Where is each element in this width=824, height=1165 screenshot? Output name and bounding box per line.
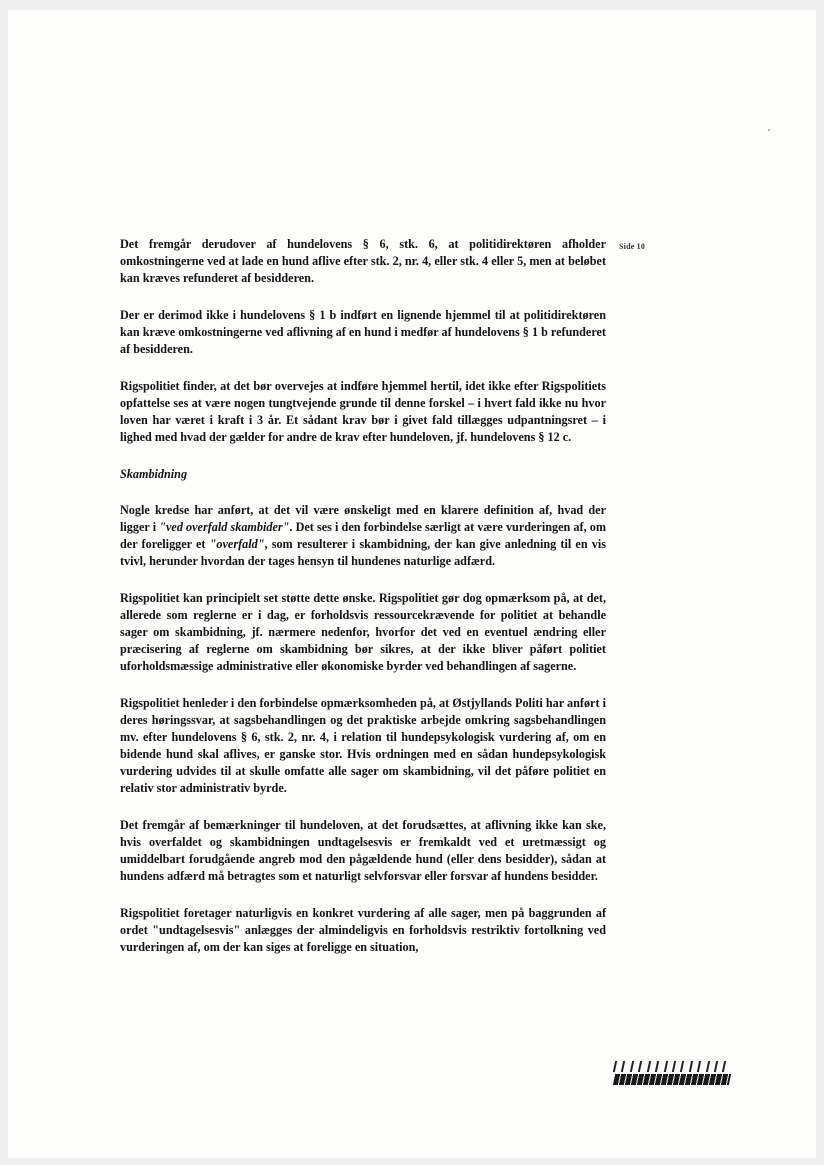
paragraph-refund-rule: Det fremgår derudover af hundelovens § 6, stk. 6, at politidirektøren afholder omkostningerne ved at lade en hund aflive efter stk. 2, nr. 4, eller stk. 4 eller 5, men at beløbet kan kræves refunderet af besidderen. [120, 237, 606, 285]
paragraph-support: Rigspolitiet kan principielt set støtte dette ønske. Rigspolitiet gør dog opmærksom på, at det, allerede som reglerne er i dag, er forholdsvis ressourcekrævende for politiet at behandle sager om skambidning, jf. nærmere nedenfor, hvorfor det ved en eventuel ændring eller præcisering af reglerne om skambidning bør sikres, at der ikke bliver påført politiet uforholdsmæssige administrative eller økonomiske byrder ved behandlingen af sagerne. [120, 591, 606, 673]
barcode-digits [613, 1074, 731, 1085]
paragraph-ostjylland: Rigspolitiet henleder i den forbindelse opmærksomheden på, at Østjyllands Politi har anført i deres høringssvar, at sagsbehandlingen og det praktiske arbejde omkring sagsbehandlingen mv. efter hundelovens § 6, stk. 2, nr. 4, i relation til hundepsykologisk vurdering af, om en bidende hund skal aflives, er ganske stor. Hvis ordningen med en sådan hundepsykologisk vurdering udvides til at skulle omfatte alle sager om skambidning, vil det påføre politiet en relativ stor administrativ byrde. [120, 696, 606, 795]
page-number: Side 10 [619, 242, 646, 251]
barcode-bars [614, 1059, 730, 1072]
paragraph-definition-text: . Det ses i den forbindelse særligt at være vurderingen af, om der foreligger et [120, 520, 607, 551]
quote-ved-overfald: "ved overfald skambider" [159, 520, 290, 534]
paragraph-definition [120, 502, 606, 570]
paragraph-definition-text: , som resulterer i skambidning, der kan give anledning til en vis tvivl, herunder hvordan der tages hensyn til hundenes naturlige adfærd. [120, 537, 606, 568]
document-body [120, 236, 606, 956]
barcode-stamp [614, 1059, 730, 1085]
paragraph-definition-text: Nogle kredse har anført, at det vil være ønskeligt med en klarere definition af, hvad der ligger i [120, 503, 606, 534]
paragraph-no-hjemmel: Der er derimod ikke i hundelovens § 1 b indført en lignende hjemmel til at politidirektøren kan kræve omkostningerne ved aflivning af en hund i medfør af hundelovens § 1 b refunderet af besidderen. [120, 308, 606, 356]
document-page [8, 10, 816, 1158]
section-heading-skambidning: Skambidning [120, 467, 188, 481]
paragraph-bemaerkninger: Det fremgår af bemærkninger til hundeloven, at det forudsættes, at aflivning ikke kan ske, hvis overfaldet og skambidningen undtagelsesvis er fremkaldt ved et uretmæssigt og umiddelbart forudgående angreb mod den pågældende hund (eller dens besidder), sådan at hundens adfærd må betragtes som et naturligt selvforsvar eller forsvar af hundens besidder. [120, 818, 606, 883]
scan-speck [768, 129, 770, 131]
quote-overfald: "overfald" [209, 537, 265, 551]
paragraph-rigspolitiet-finder: Rigspolitiet finder, at det bør overvejes at indføre hjemmel hertil, idet ikke efter Rigspolitiets opfattelse ses at være nogen tungtvejende grunde til denne forskel – i hvert fald ikke nu hvor loven har været i kraft i 3 år. Et sådant krav bør i givet fald tillægges udpantningsret – i lighed med hvad der gælder for andre de krav efter hundeloven, jf. hundelovens § 12 c. [120, 379, 606, 444]
paragraph-vurdering: Rigspolitiet foretager naturligvis en konkret vurdering af alle sager, men på baggrunden af ordet "undtagelsesvis" anlægges der almindeligvis en forholdsvis restriktiv fortolkning ved vurderingen af, om der kan siges at foreligge en situation, [120, 906, 606, 954]
